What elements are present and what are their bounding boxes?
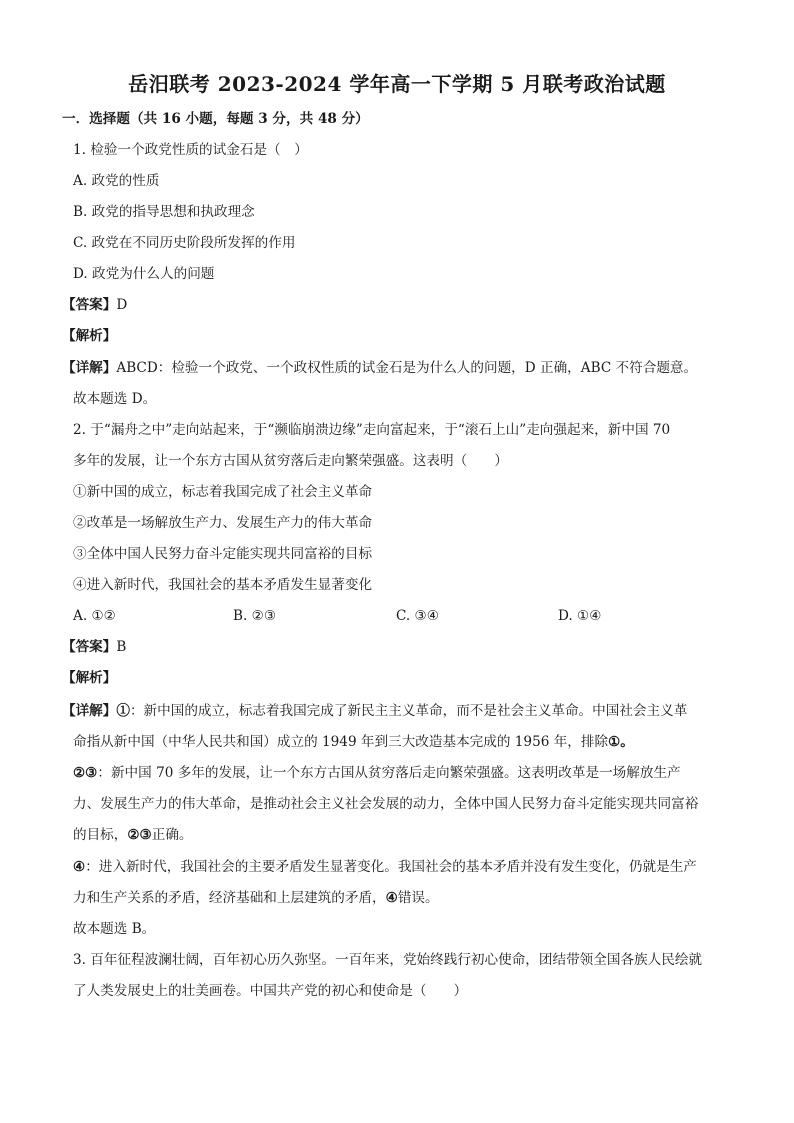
q2-option-b: B. ②③	[233, 608, 277, 624]
q1-detail	[62, 359, 697, 377]
q1-answer-tag: 【答案】	[62, 297, 117, 313]
q1-answer-value: D	[116, 297, 128, 313]
q1-conclusion: 故本题选 D。	[73, 391, 157, 407]
q2-p3-text2-mark: ④	[385, 890, 398, 906]
q1-option-c: C. 政党在不同历史阶段所发挥的作用	[73, 235, 296, 251]
q2-p1-text2: 命指从新中国（中华人民共和国）成立的 1949 年到三大改造基本完成的 1956 年，排除	[73, 734, 609, 750]
q1-analysis-tag: 【解析】	[62, 328, 117, 344]
q1-detail-tag: 【详解】	[62, 360, 117, 376]
q2-p3-text2-post: 错误。	[397, 890, 439, 906]
q2-p3-mark: ④	[73, 859, 86, 875]
q2-conclusion: 故本题选 B。	[73, 921, 156, 937]
q1-option-b: B. 政党的指导思想和执政理念	[73, 204, 255, 220]
q2-p2-text3-pre: 的目标，	[73, 827, 128, 843]
q2-detail-p2-line3	[73, 826, 193, 844]
q2-p1-text1: ：新中国的成立，标志着我国完成了新民主主义革命，而不是社会主义革命。中国社会主义革	[129, 703, 688, 719]
q2-statement-4: ④进入新时代，我国社会的基本矛盾发生显著变化	[73, 577, 373, 593]
q2-detail-p1-line1	[62, 702, 687, 720]
q2-answer-value: B	[116, 639, 127, 655]
q2-stem-line1: 2. 于“漏舟之中”走向站起来，于“濒临崩溃边缘”走向富起来，于“滚石上山”走向强起来，新中国 70	[73, 422, 671, 438]
q1-option-a: A. 政党的性质	[73, 173, 160, 189]
q3-stem-line2: 了人类发展史上的壮美画卷。中国共产党的初心和使命是（ ）	[73, 983, 468, 999]
q1-answer	[62, 296, 127, 314]
page-title: 岳汨联考 2023-2024 学年高一下学期 5 月联考政治试题	[128, 72, 666, 96]
q2-option-a: A. ①②	[73, 608, 116, 624]
q2-detail-p1-line2	[73, 733, 634, 751]
q1-stem: 1. 检验一个政党性质的试金石是（ ）	[73, 142, 308, 158]
q1-detail-text: ABCD：检验一个政党、一个政权性质的试金石是为什么人的问题，D 正确，ABC 不符合题意。	[116, 360, 698, 376]
q2-p1-mark: ①	[116, 703, 130, 719]
q2-p1-end: ①。	[608, 734, 634, 750]
q2-analysis-tag: 【解析】	[62, 670, 117, 686]
q2-detail-p3-line1	[73, 858, 697, 876]
q2-p2-text1: ：新中国 70 多年的发展，让一个东方古国从贫穷落后走向繁荣强盛。这表明改革是一场解放生产	[97, 765, 681, 781]
q2-p2-text3-mark: ②③	[127, 827, 152, 843]
q2-statement-2: ②改革是一场解放生产力、发展生产力的伟大革命	[73, 515, 373, 531]
q2-detail-p2-line2: 力、发展生产力的伟大革命，是推动社会主义社会发展的动力，全体中国人民努力奋斗定能实现共同富裕	[73, 796, 699, 812]
q1-option-d: D. 政党为什么人的问题	[73, 266, 215, 282]
section-heading: 一．选择题（共 16 小题，每题 3 分，共 48 分）	[62, 111, 369, 127]
q2-detail-p2-line1	[73, 764, 681, 782]
q2-p3-text2-pre: 力和生产关系的矛盾，经济基础和上层建筑的矛盾，	[73, 890, 386, 906]
q2-option-d: D. ①④	[558, 608, 602, 624]
q2-statement-1: ①新中国的成立，标志着我国完成了社会主义革命	[73, 484, 373, 500]
q2-p2-text3-post: 正确。	[151, 827, 193, 843]
q2-answer	[62, 638, 126, 656]
q2-answer-tag: 【答案】	[62, 639, 117, 655]
q2-option-c: C. ③④	[396, 608, 439, 624]
q3-stem-line1: 3. 百年征程波澜壮阔，百年初心历久弥坚。一百年来，党始终践行初心使命，团结带领全国各族人民绘就	[73, 952, 703, 968]
q2-stem-line2: 多年的发展，让一个东方古国从贫穷落后走向繁荣强盛。这表明（ ）	[73, 453, 508, 469]
q2-p2-mark: ②③	[73, 765, 98, 781]
q2-statement-3: ③全体中国人民努力奋斗定能实现共同富裕的目标	[73, 546, 373, 562]
q2-detail-p3-line2	[73, 889, 439, 907]
q2-detail-tag: 【详解】	[62, 703, 117, 719]
q2-p3-text1: ：进入新时代，我国社会的主要矛盾发生显著变化。我国社会的基本矛盾并没有发生变化，仍就是生产	[85, 859, 697, 875]
